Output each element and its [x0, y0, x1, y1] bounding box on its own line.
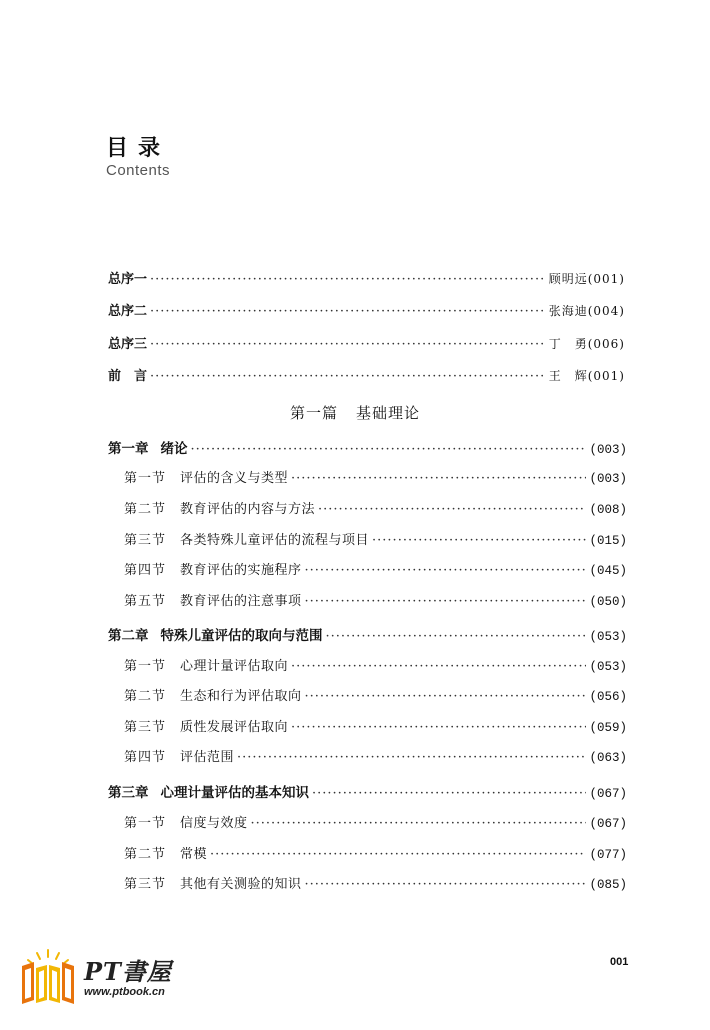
section-page: (059): [589, 721, 627, 735]
toc-section-3-2[interactable]: [124, 846, 627, 864]
section-page: (053): [589, 660, 627, 674]
dot-leader: [291, 658, 586, 676]
section-title: 评估范围: [180, 750, 235, 765]
dot-leader: [150, 271, 546, 289]
section-title: 教育评估的内容与方法: [180, 502, 316, 517]
toc-preface-3[interactable]: [108, 335, 625, 354]
section-page: (063): [589, 751, 627, 765]
preface-label: 总序二: [108, 304, 148, 319]
dot-leader: [291, 719, 586, 737]
section-title: 教育评估的实施程序: [180, 563, 302, 578]
section-title: 教育评估的注意事项: [180, 594, 302, 609]
toc-chapter-2[interactable]: [108, 627, 627, 646]
section-page: (050): [589, 595, 627, 609]
dot-leader: [305, 876, 587, 894]
section-page: (067): [589, 817, 627, 831]
preface-label: 总序一: [108, 272, 148, 287]
chapter-number: 第三章: [108, 785, 149, 801]
preface-author-page: 王 辉(001): [548, 369, 625, 383]
toc-section-1-5[interactable]: [124, 593, 627, 611]
section-title: 评估的含义与类型: [180, 471, 289, 486]
dot-leader: [251, 815, 587, 833]
toc-section-1-1[interactable]: [124, 470, 627, 488]
section-page: (056): [589, 690, 627, 704]
toc-section-1-3[interactable]: [124, 532, 627, 550]
section-number: 第一节: [124, 659, 167, 674]
dot-leader: [312, 785, 586, 803]
dot-leader: [210, 846, 586, 864]
toc-preface-2[interactable]: [108, 302, 625, 321]
dot-leader: [372, 532, 586, 550]
toc-preface-1[interactable]: [108, 270, 625, 289]
page-title: 目录: [106, 136, 171, 161]
dot-leader: [305, 562, 587, 580]
section-page: (008): [589, 503, 627, 517]
toc-chapter-1[interactable]: [108, 440, 627, 459]
section-page: (003): [589, 472, 627, 486]
section-number: 第五节: [124, 594, 167, 609]
dot-leader: [150, 303, 546, 321]
dot-leader: [237, 749, 586, 767]
dot-leader: [318, 501, 586, 519]
section-title: 各类特殊儿童评估的流程与项目: [180, 533, 370, 548]
section-number: 第三节: [124, 533, 167, 548]
section-number: 第三节: [124, 877, 167, 892]
section-title: 生态和行为评估取向: [180, 689, 302, 704]
section-number: 第一节: [124, 816, 167, 831]
section-number: 第二节: [124, 689, 167, 704]
logo-url: www.ptbook.cn: [84, 986, 165, 998]
section-title: 其他有关测验的知识: [180, 877, 302, 892]
section-number: 第三节: [124, 720, 167, 735]
preface-author-page: 丁 勇(006): [548, 337, 625, 351]
section-page: (077): [589, 848, 627, 862]
toc-section-3-1[interactable]: [124, 815, 627, 833]
section-page: (045): [589, 564, 627, 578]
chapter-number: 第二章: [108, 628, 149, 644]
site-logo[interactable]: [18, 948, 198, 1006]
section-number: 第二节: [124, 847, 167, 862]
toc-section-1-2[interactable]: [124, 501, 627, 519]
toc-section-2-3[interactable]: [124, 719, 627, 737]
chapter-page: (003): [589, 443, 627, 457]
toc-section-2-4[interactable]: [124, 749, 627, 767]
dot-leader: [150, 368, 546, 386]
preface-author-page: 张海迪(004): [548, 304, 625, 318]
toc-section-2-1[interactable]: [124, 658, 627, 676]
chapter-title: 心理计量评估的基本知识: [160, 785, 309, 801]
toc-section-3-3[interactable]: [124, 876, 627, 894]
logo-text: PT書屋: [84, 957, 172, 986]
preface-author-page: 顾明远(001): [548, 272, 625, 286]
toc-chapter-3[interactable]: [108, 784, 627, 803]
section-number: 第四节: [124, 750, 167, 765]
dot-leader: [305, 688, 587, 706]
toc-preface-4[interactable]: [108, 367, 625, 386]
section-number: 第一节: [124, 471, 167, 486]
chapter-number: 第一章: [108, 441, 149, 457]
toc-section-1-4[interactable]: [124, 562, 627, 580]
dot-leader: [305, 593, 587, 611]
section-number: 第四节: [124, 563, 167, 578]
preface-label: 前 言: [108, 369, 148, 384]
part-number: 第一篇: [289, 404, 338, 422]
dot-leader: [150, 336, 546, 354]
section-title: 常模: [180, 847, 208, 862]
chapter-title: 绪论: [160, 441, 188, 457]
page-number: 001: [610, 956, 629, 968]
section-title: 质性发展评估取向: [180, 720, 289, 735]
chapter-page: (067): [589, 787, 627, 801]
preface-label: 总序三: [108, 337, 148, 352]
section-number: 第二节: [124, 502, 167, 517]
chapter-title: 特殊儿童评估的取向与范围: [160, 628, 323, 644]
part-title: [0, 402, 710, 423]
dot-leader: [291, 470, 586, 488]
page-subtitle: Contents: [106, 162, 171, 179]
dot-leader: [326, 628, 587, 646]
dot-leader: [191, 441, 587, 459]
part-name: 基础理论: [356, 404, 421, 422]
chapter-page: (053): [589, 630, 627, 644]
section-title: 信度与效度: [180, 816, 248, 831]
section-page: (015): [589, 534, 627, 548]
section-page: (085): [589, 878, 627, 892]
toc-section-2-2[interactable]: [124, 688, 627, 706]
book-logo-icon: [18, 948, 78, 1006]
section-title: 心理计量评估取向: [180, 659, 289, 674]
